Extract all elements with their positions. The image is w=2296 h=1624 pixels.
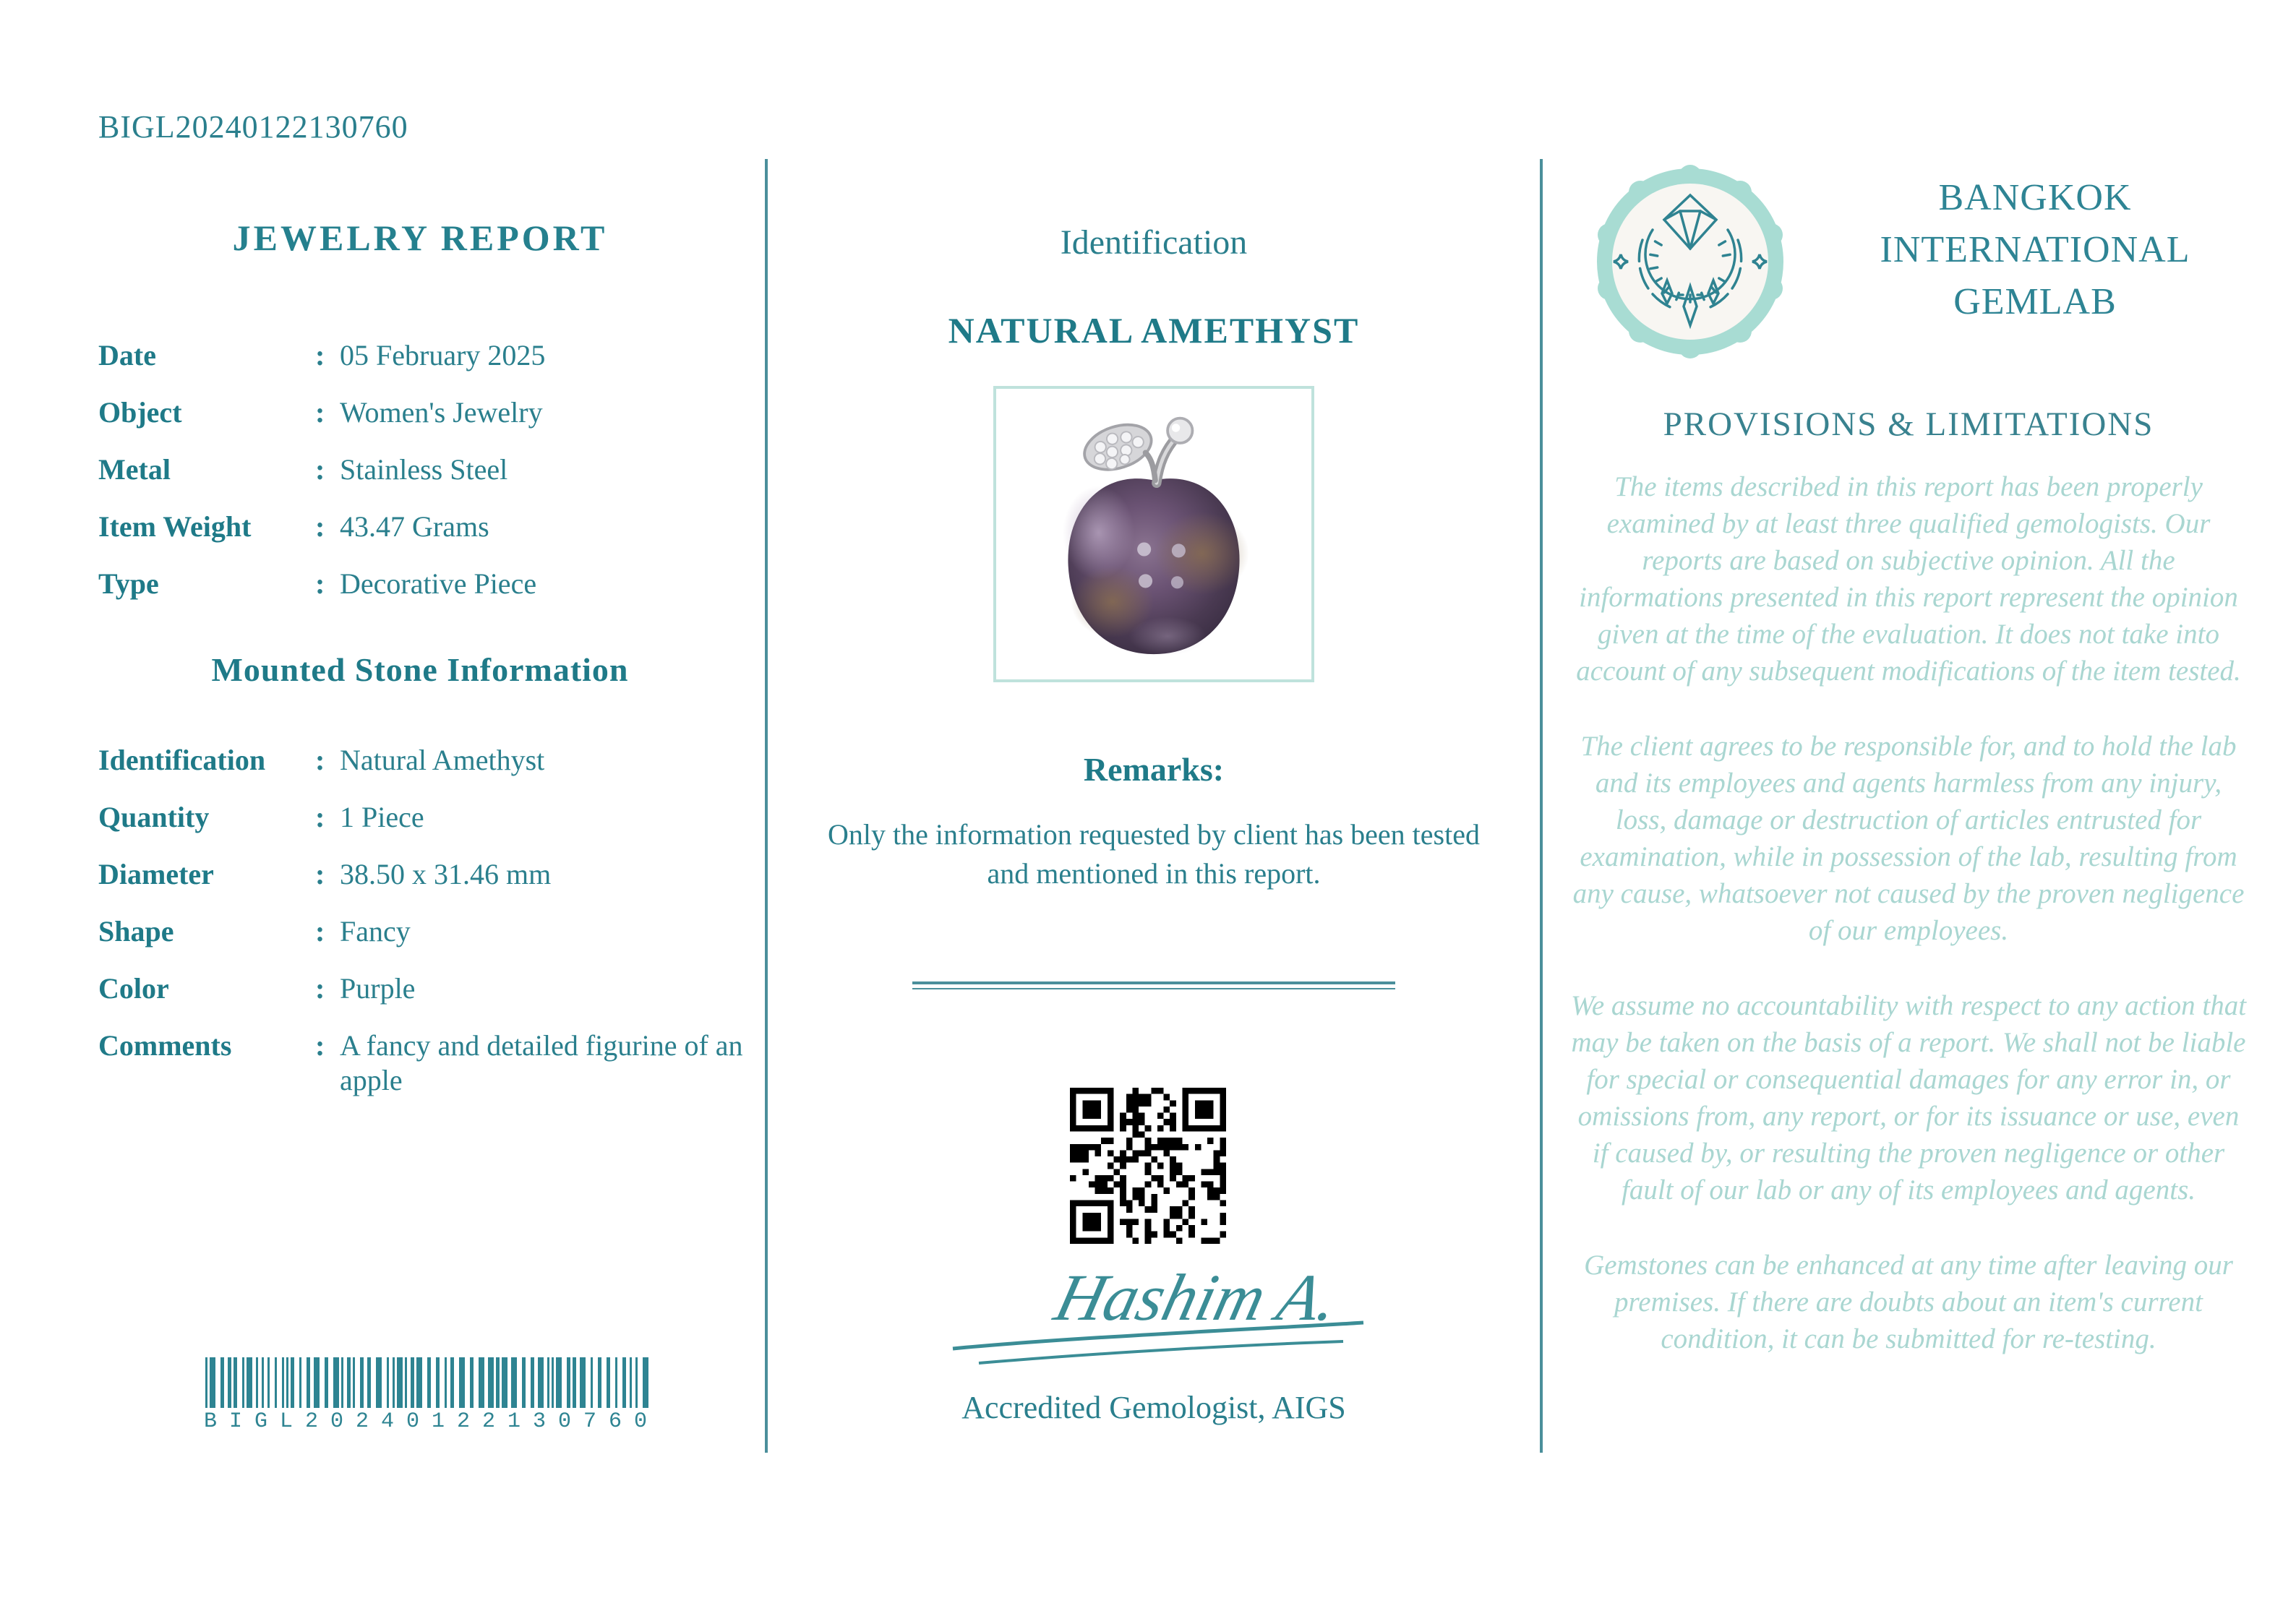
signatory-title: Accredited Gemologist, AIGS [961,1390,1346,1425]
remarks-text: Only the information requested by client has been tested and mentioned in this report. [828,818,1480,890]
table-row: Date : 05 February 2025 [98,338,749,373]
stone-details-table [98,743,749,1120]
table-row: Object : Women's Jewelry [98,395,749,430]
provisions-paragraphs [1570,468,2247,1396]
detail-label: Date [98,339,156,371]
signature-name: Hashim A. [1048,1261,1346,1335]
detail-value: Purple [340,972,416,1005]
barcode-text: BIGL20240122130760 [204,1409,660,1434]
amethyst-apple-photo [1002,395,1306,674]
remarks-heading: Remarks: [1083,751,1225,788]
detail-label: Quantity [98,801,210,833]
table-row: Diameter : 38.50 x 31.46 mm [98,857,749,892]
lab-name-line: GEMLAB [1953,281,2117,322]
column-divider-left [765,159,768,1453]
report-number: BIGL20240122130760 [98,109,408,145]
signature-divider [912,981,1395,989]
lab-name-line: INTERNATIONAL [1880,229,2190,270]
table-row: Item Weight : 43.47 Grams [98,510,749,544]
detail-value: Natural Amethyst [340,744,545,776]
detail-label: Color [98,972,169,1005]
report-title: JEWELRY REPORT [232,218,608,258]
detail-label: Type [98,567,159,600]
lab-name-line: BANGKOK [1938,177,2132,218]
detail-label: Metal [98,453,171,486]
detail-label: Diameter [98,858,214,890]
lab-seal-icon [1593,165,1787,358]
detail-value: Women's Jewelry [340,396,543,429]
identification-result: NATURAL AMETHYST [948,310,1360,351]
item-details-table [98,338,749,624]
table-row: Type : Decorative Piece [98,567,749,601]
barcode [204,1357,660,1434]
mounted-stone-section-title: Mounted Stone Information [211,651,629,688]
table-row: Comments : A fancy and detailed figurine of an apple [98,1028,749,1098]
provision-paragraph: Gemstones can be enhanced at any time after leaving our premises. If there are doubts about an item's current condition, it can be submitted for re-testing. [1584,1250,2233,1354]
detail-value: 43.47 Grams [340,510,489,543]
gemologist-signature [912,1250,1395,1388]
detail-value: 05 February 2025 [340,339,546,371]
provision-paragraph: The client agrees to be responsible for, and to hold the lab and its employees and agents harmless from any injury, loss, damage or destruction of articles entrusted for examination, while in possession of the lab, resulting from any cause, whatsoever not caused by the proven negligence of our employees. [1572,731,2245,946]
table-row: Shape : Fancy [98,914,749,949]
table-row: Identification : Natural Amethyst [98,743,749,778]
detail-label: Item Weight [98,510,252,543]
table-row: Metal : Stainless Steel [98,452,749,487]
detail-label: Comments [98,1029,232,1062]
item-photo-frame [993,386,1314,682]
detail-label: Shape [98,915,174,948]
detail-label: Object [98,396,182,429]
table-row: Quantity : 1 Piece [98,800,749,835]
column-divider-right [1540,159,1543,1453]
qr-code [1070,1088,1226,1244]
detail-label: Identification [98,744,266,776]
barcode-icon [204,1357,655,1408]
provision-paragraph: We assume no accountability with respect to any action that may be taken on the basis of a report. We shall not be liable for special or consequential damages for any error in, or omissions from, any report, or for its issuance or use, even if caused by, or resulting the proven negligence or other fault of our lab or any of its employees and agents. [1570,990,2247,1206]
qr-code-icon [1070,1088,1226,1244]
provision-paragraph: The items described in this report has been properly examined by at least three qualified gemologists. Our reports are based on subjective opinion. All the informations presented in this report represent the opinion given at the time of the evaluation. It does not take into account of any subsequent modifications of the item tested. [1576,471,2241,687]
detail-value: 38.50 x 31.46 mm [340,858,552,890]
provisions-heading: PROVISIONS & LIMITATIONS [1663,405,2154,443]
identification-heading: Identification [1060,223,1248,262]
detail-value: Stainless Steel [340,453,508,486]
lab-name [1793,172,2277,328]
detail-value: 1 Piece [340,801,424,833]
table-row: Color : Purple [98,971,749,1006]
detail-value: Decorative Piece [340,567,537,600]
detail-value: A fancy and detailed figurine of an apple [340,1029,743,1096]
detail-value: Fancy [340,915,411,948]
